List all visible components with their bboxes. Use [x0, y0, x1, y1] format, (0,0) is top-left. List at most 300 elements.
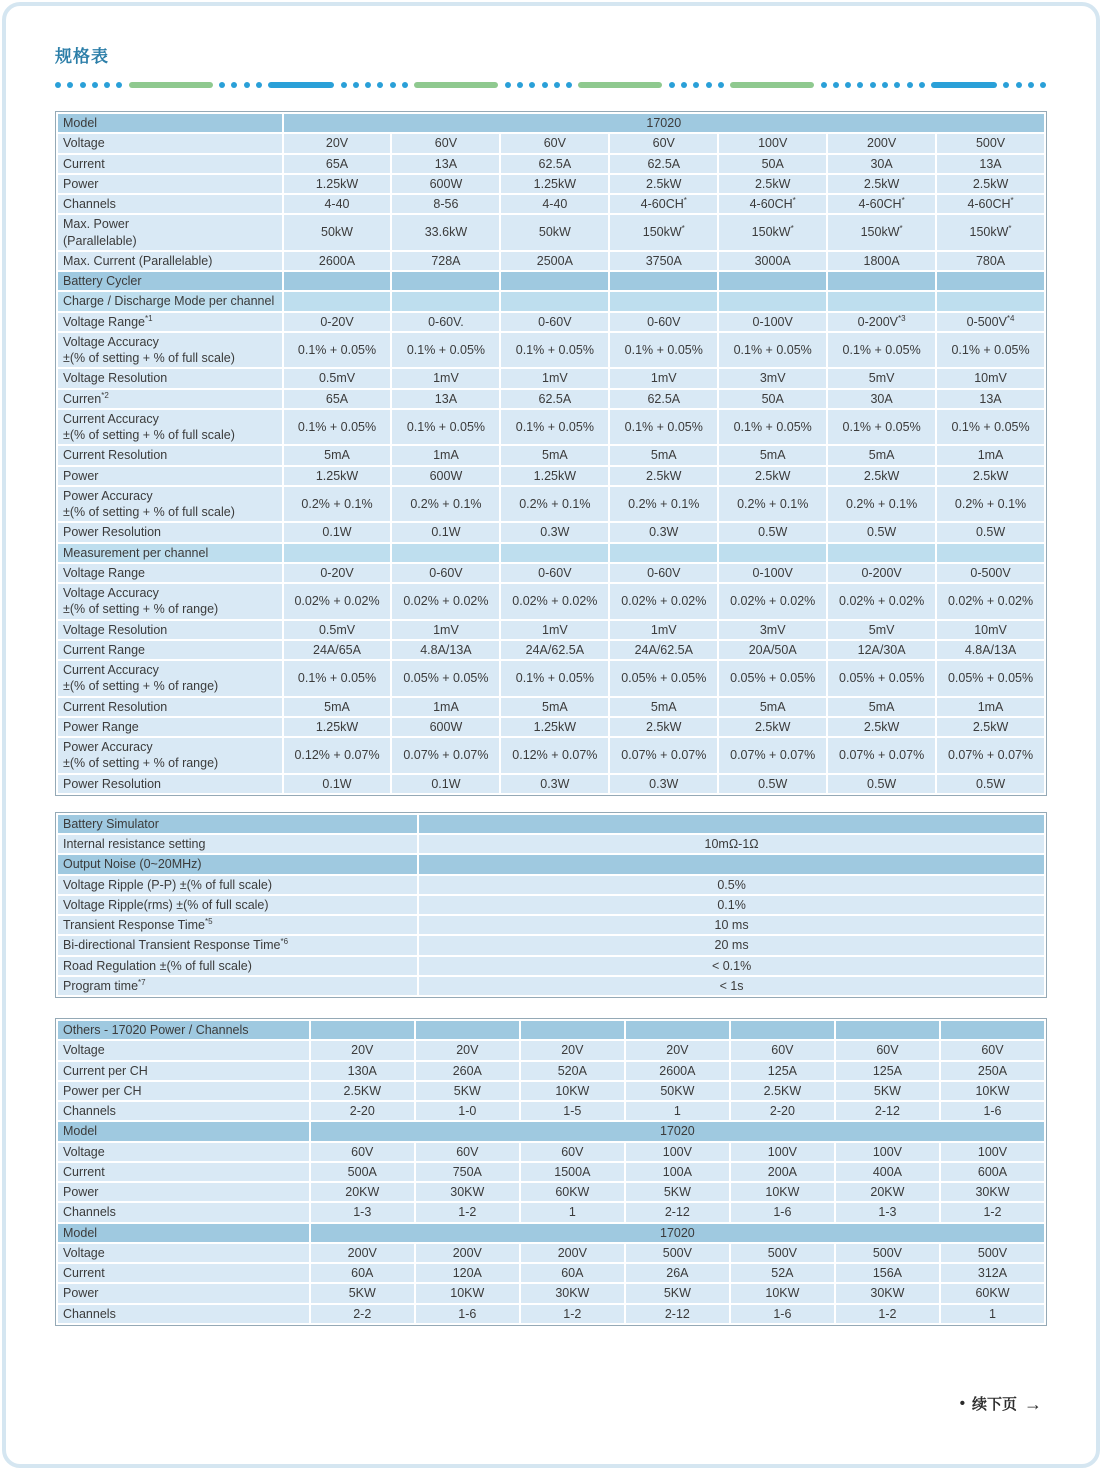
decor-dot: [244, 82, 250, 88]
decor-dot: [341, 82, 347, 88]
spec-cell: 0.3W: [501, 775, 608, 793]
spec-cell: 0.2% + 0.1%: [937, 487, 1044, 522]
spec-cell: 20V: [311, 1041, 414, 1059]
spec-cell: 5mA: [719, 698, 826, 716]
spec-cell: 10mV: [937, 621, 1044, 639]
spec-cell: 0.2% + 0.1%: [501, 487, 608, 522]
spec-cell: 1mA: [392, 698, 499, 716]
spec-cell: 0.2% + 0.1%: [284, 487, 391, 522]
spec-cell: 1mV: [610, 621, 717, 639]
spec-cell: 0.05% + 0.05%: [937, 661, 1044, 696]
spec-cell: 1mA: [937, 698, 1044, 716]
spec-cell: 500V: [836, 1244, 939, 1262]
spec-row: [58, 1122, 1044, 1140]
spec-cell: 1-6: [731, 1305, 834, 1323]
spec-cell: 0.5W: [719, 775, 826, 793]
spec-cell: 5mA: [828, 698, 935, 716]
spec-cell: 0-100V: [719, 313, 826, 331]
row-label: Channels: [58, 1305, 309, 1323]
spec-cell: 100A: [626, 1163, 729, 1181]
spec-cell: 20KW: [836, 1183, 939, 1201]
row-label: Max. Power (Parallelable): [58, 215, 282, 250]
spec-cell: 1: [521, 1203, 624, 1221]
spec-cell: 4-60CH*: [610, 195, 717, 213]
row-label: Channels: [58, 1102, 309, 1120]
spec-row: [58, 916, 1044, 934]
spec-cell: 5mA: [284, 446, 391, 464]
row-value: < 1s: [419, 977, 1044, 995]
arrow-right-icon: →: [1024, 1393, 1042, 1414]
spec-cell: 100V: [836, 1143, 939, 1161]
spec-cell: 0-60V: [610, 564, 717, 582]
spec-row: [58, 369, 1044, 387]
spec-row: [58, 1183, 1044, 1201]
row-label: Power Accuracy ±(% of setting + % of range): [58, 738, 282, 773]
spec-cell: 0.1W: [392, 775, 499, 793]
spec-cell: 0-60V: [610, 313, 717, 331]
decor-dot: [894, 82, 900, 88]
spec-cell: 0.5W: [828, 775, 935, 793]
decor-dot: [116, 82, 122, 88]
row-label: Voltage Accuracy ±(% of setting + % of range): [58, 584, 282, 619]
spec-cell: 200V: [416, 1244, 519, 1262]
section-header-fill: [521, 1021, 624, 1039]
spec-row: [58, 175, 1044, 193]
spec-cell: 0.1% + 0.05%: [937, 333, 1044, 368]
spec-cell: 0.05% + 0.05%: [392, 661, 499, 696]
spec-cell: 0.12% + 0.07%: [284, 738, 391, 773]
spec-cell: 1500A: [521, 1163, 624, 1181]
spec-cell: 0.1W: [392, 523, 499, 541]
spec-cell: 100V: [731, 1143, 834, 1161]
section-header-fill: [719, 544, 826, 562]
spec-cell: 0.02% + 0.02%: [719, 584, 826, 619]
spec-cell: 5KW: [626, 1284, 729, 1302]
decor-dot: [882, 82, 888, 88]
spec-cell: 1mA: [937, 446, 1044, 464]
spec-cell: 200V: [311, 1244, 414, 1262]
spec-cell: 2.5KW: [731, 1082, 834, 1100]
spec-cell: 60V: [392, 134, 499, 152]
spec-cell: 26A: [626, 1264, 729, 1282]
row-label: Voltage Resolution: [58, 369, 282, 387]
row-label: Charge / Discharge Mode per channel: [58, 292, 282, 310]
decor-dot: [1003, 82, 1009, 88]
row-label: Output Noise (0~20MHz): [58, 855, 417, 873]
decor-dot: [706, 82, 712, 88]
spec-cell: $0-500V^{*4}$: [937, 313, 1044, 331]
spec-row: [58, 1102, 1044, 1120]
spec-cell: 4-60CH*: [719, 195, 826, 213]
spec-cell: 150kW*: [719, 215, 826, 250]
spec-cell: 0.07% + 0.07%: [828, 738, 935, 773]
spec-cell: 5mA: [610, 698, 717, 716]
spec-cell: 50A: [719, 390, 826, 408]
spec-cell: 200V: [828, 134, 935, 152]
decor-dot: [542, 82, 548, 88]
spec-cell: 0.2% + 0.1%: [828, 487, 935, 522]
spec-cell: 5KW: [626, 1183, 729, 1201]
row-label: Voltage Range$^{*1}$: [58, 313, 282, 331]
row-label: Battery Cycler: [58, 272, 282, 290]
spec-row: [58, 155, 1044, 173]
spec-cell: 200V: [521, 1244, 624, 1262]
row-label: Program time$^{*7}$: [58, 977, 417, 995]
spec-cell: 2600A: [626, 1062, 729, 1080]
decor-dash: [578, 82, 662, 88]
row-label: Power: [58, 1183, 309, 1201]
spec-cell: 0.02% + 0.02%: [610, 584, 717, 619]
spec-cell: 3mV: [719, 369, 826, 387]
decor-dot: [231, 82, 237, 88]
spec-row: [58, 134, 1044, 152]
decor-dot: [390, 82, 396, 88]
row-label: Current: [58, 1264, 309, 1282]
spec-cell: 5KW: [311, 1284, 414, 1302]
spec-cell: 2.5kW: [610, 718, 717, 736]
spec-cell: 62.5A: [501, 390, 608, 408]
spec-cell: 5mA: [828, 446, 935, 464]
decor-dot: [907, 82, 913, 88]
decor-dot: [1040, 82, 1046, 88]
spec-cell: 30KW: [941, 1183, 1044, 1201]
row-label: Current Accuracy ±(% of setting + % of full scale): [58, 410, 282, 445]
spec-cell: 5mA: [284, 698, 391, 716]
spec-row: [58, 1163, 1044, 1181]
row-label: Voltage: [58, 1041, 309, 1059]
spec-cell: 0.1% + 0.05%: [719, 333, 826, 368]
spec-cell: 50kW: [501, 215, 608, 250]
spec-cell: 125A: [731, 1062, 834, 1080]
section-header-row: [58, 855, 1044, 873]
spec-cell: 60KW: [941, 1284, 1044, 1302]
spec-table-main: [55, 111, 1047, 796]
spec-row: [58, 523, 1044, 541]
spec-cell: 0-100V: [719, 564, 826, 582]
row-value: 17020: [311, 1224, 1044, 1242]
decor-dot: [529, 82, 535, 88]
spec-cell: 20V: [284, 134, 391, 152]
spec-cell: 0.1% + 0.05%: [610, 410, 717, 445]
spec-cell: 1: [626, 1102, 729, 1120]
section-header-fill: [828, 272, 935, 290]
spec-cell: 0.02% + 0.02%: [284, 584, 391, 619]
spec-row: [58, 1143, 1044, 1161]
spec-cell: 0.5mV: [284, 621, 391, 639]
spec-cell: 750A: [416, 1163, 519, 1181]
spec-row: [58, 1041, 1044, 1059]
spec-cell: 1mV: [501, 621, 608, 639]
row-value: 17020: [311, 1122, 1044, 1140]
row-value: 20 ms: [419, 936, 1044, 954]
row-label: Battery Simulator: [58, 815, 417, 833]
row-label: Current Resolution: [58, 698, 282, 716]
spec-cell: 10KW: [941, 1082, 1044, 1100]
spec-row: [58, 835, 1044, 853]
spec-cell: 0.5W: [937, 523, 1044, 541]
spec-cell: 1-6: [941, 1102, 1044, 1120]
spec-cell: 33.6kW: [392, 215, 499, 250]
section-header-row: [58, 292, 1044, 310]
spec-cell: 60V: [521, 1143, 624, 1161]
decor-dot: [870, 82, 876, 88]
row-value: 17020: [284, 114, 1044, 132]
decor-dot: [256, 82, 262, 88]
decor-dot: [377, 82, 383, 88]
row-label: Voltage Ripple (P-P) ±(% of full scale): [58, 876, 417, 894]
spec-cell: 312A: [941, 1264, 1044, 1282]
spec-cell: 60A: [521, 1264, 624, 1282]
spec-cell: 62.5A: [501, 155, 608, 173]
row-label: Voltage: [58, 1244, 309, 1262]
row-value: 0.1%: [419, 896, 1044, 914]
spec-row: [58, 641, 1044, 659]
section-header-fill: [828, 292, 935, 310]
spec-cell: 4.8A/13A: [937, 641, 1044, 659]
spec-cell: 0.02% + 0.02%: [828, 584, 935, 619]
spec-cell: 1mV: [392, 621, 499, 639]
spec-cell: 62.5A: [610, 390, 717, 408]
decor-dot: [821, 82, 827, 88]
spec-cell: 0.1% + 0.05%: [501, 661, 608, 696]
spec-cell: 0.05% + 0.05%: [828, 661, 935, 696]
spec-cell: 0-20V: [284, 564, 391, 582]
row-label: Current: [58, 1163, 309, 1181]
spec-row: [58, 467, 1044, 485]
spec-cell: 0.3W: [610, 523, 717, 541]
row-value: 10mΩ-1Ω: [419, 835, 1044, 853]
spec-row: [58, 936, 1044, 954]
spec-row: [58, 876, 1044, 894]
section-header-fill: [419, 815, 1044, 833]
spec-cell: 600W: [392, 467, 499, 485]
page-title: 规格表: [55, 47, 109, 66]
spec-cell: 130A: [311, 1062, 414, 1080]
spec-cell: 0.2% + 0.1%: [719, 487, 826, 522]
section-header-fill: [719, 272, 826, 290]
decor-separator: [55, 81, 1047, 89]
spec-cell: 5mA: [501, 446, 608, 464]
spec-cell: 0-200V: [828, 564, 935, 582]
spec-cell: 2.5kW: [937, 467, 1044, 485]
page-content: [55, 42, 1047, 1326]
section-header-fill: [836, 1021, 939, 1039]
spec-cell: 0.1% + 0.05%: [719, 410, 826, 445]
spec-cell: 13A: [937, 155, 1044, 173]
row-label: Power Resolution: [58, 775, 282, 793]
spec-cell: 1800A: [828, 252, 935, 270]
spec-cell: 120A: [416, 1264, 519, 1282]
row-label: Power: [58, 467, 282, 485]
section-header-row: [58, 272, 1044, 290]
decor-dot: [1016, 82, 1022, 88]
spec-cell: 2.5KW: [311, 1082, 414, 1100]
spec-cell: 60V: [501, 134, 608, 152]
spec-cell: 150kW*: [828, 215, 935, 250]
spec-cell: 5mA: [501, 698, 608, 716]
spec-cell: 60V: [836, 1041, 939, 1059]
decor-dot: [92, 82, 98, 88]
row-label: Model: [58, 1122, 309, 1140]
spec-cell: 3mV: [719, 621, 826, 639]
spec-cell: 10KW: [731, 1284, 834, 1302]
spec-row: [58, 215, 1044, 250]
decor-dash: [414, 82, 498, 88]
spec-cell: 60V: [311, 1143, 414, 1161]
spec-cell: 0.1% + 0.05%: [828, 410, 935, 445]
spec-cell: 0.5W: [937, 775, 1044, 793]
spec-cell: 3000A: [719, 252, 826, 270]
spec-cell: 156A: [836, 1264, 939, 1282]
spec-cell: 4-40: [284, 195, 391, 213]
section-header-fill: [626, 1021, 729, 1039]
spec-cell: 10KW: [731, 1183, 834, 1201]
row-label: Others - 17020 Power / Channels: [58, 1021, 309, 1039]
spec-row: [58, 698, 1044, 716]
spec-cell: 1-2: [521, 1305, 624, 1323]
row-label: Voltage: [58, 1143, 309, 1161]
row-label: Road Regulation ±(% of full scale): [58, 957, 417, 975]
spec-cell: 2.5kW: [828, 467, 935, 485]
spec-cell: 500A: [311, 1163, 414, 1181]
section-header-fill: [416, 1021, 519, 1039]
spec-row: [58, 446, 1044, 464]
spec-cell: 0.05% + 0.05%: [719, 661, 826, 696]
spec-cell: 2-12: [836, 1102, 939, 1120]
spec-cell: 0.1% + 0.05%: [501, 333, 608, 368]
decor-dot: [919, 82, 925, 88]
spec-row: [58, 1203, 1044, 1221]
spec-cell: 4-60CH*: [937, 195, 1044, 213]
row-label: Power Range: [58, 718, 282, 736]
spec-cell: 2.5kW: [610, 467, 717, 485]
table-gap: [55, 796, 1047, 812]
spec-cell: 13A: [392, 390, 499, 408]
spec-cell: 0.1% + 0.05%: [828, 333, 935, 368]
spec-cell: 10mV: [937, 369, 1044, 387]
spec-cell: 2600A: [284, 252, 391, 270]
spec-cell: 600W: [392, 718, 499, 736]
decor-dash: [268, 82, 334, 88]
spec-cell: 0-500V: [937, 564, 1044, 582]
spec-cell: 520A: [521, 1062, 624, 1080]
spec-cell: 4-60CH*: [828, 195, 935, 213]
spec-cell: 2-20: [731, 1102, 834, 1120]
section-header-fill: [419, 855, 1044, 873]
spec-table-battery-simulator: [55, 812, 1047, 998]
spec-cell: 2.5kW: [937, 175, 1044, 193]
spec-cell: 0.07% + 0.07%: [392, 738, 499, 773]
decor-dot: [55, 82, 61, 88]
spec-cell: 400A: [836, 1163, 939, 1181]
section-header-fill: [610, 544, 717, 562]
section-header-fill: [392, 272, 499, 290]
spec-cell: 0-60V: [501, 313, 608, 331]
decor-dot: [681, 82, 687, 88]
decor-dot: [365, 82, 371, 88]
spec-row: [58, 564, 1044, 582]
spec-cell: 1mV: [501, 369, 608, 387]
spec-row: [58, 487, 1044, 522]
spec-cell: 2.5kW: [828, 718, 935, 736]
spec-cell: 500V: [941, 1244, 1044, 1262]
spec-cell: 1-2: [836, 1305, 939, 1323]
spec-cell: 1.25kW: [284, 718, 391, 736]
spec-row: [58, 1284, 1044, 1302]
spec-cell: 2.5kW: [610, 175, 717, 193]
section-header-fill: [501, 544, 608, 562]
spec-row: [58, 661, 1044, 696]
spec-cell: 0.1% + 0.05%: [284, 410, 391, 445]
spec-cell: 728A: [392, 252, 499, 270]
decor-dot: [845, 82, 851, 88]
row-label: Power Accuracy ±(% of setting + % of full scale): [58, 487, 282, 522]
spec-cell: 0.1% + 0.05%: [284, 333, 391, 368]
spec-cell: 0.2% + 0.1%: [392, 487, 499, 522]
spec-cell: 1mA: [392, 446, 499, 464]
spec-cell: 50KW: [626, 1082, 729, 1100]
spec-cell: 1.25kW: [284, 175, 391, 193]
spec-cell: 24A/62.5A: [610, 641, 717, 659]
spec-cell: 780A: [937, 252, 1044, 270]
row-label: Curren$^{*2}$: [58, 390, 282, 408]
section-header-fill: [610, 292, 717, 310]
spec-row: [58, 1305, 1044, 1323]
spec-cell: 52A: [731, 1264, 834, 1282]
section-header-fill: [731, 1021, 834, 1039]
section-header-fill: [501, 292, 608, 310]
spec-row: [58, 977, 1044, 995]
decor-dot: [505, 82, 511, 88]
decor-dot: [80, 82, 86, 88]
spec-cell: 60V: [416, 1143, 519, 1161]
spec-cell: 0.02% + 0.02%: [392, 584, 499, 619]
spec-table-others: [55, 1018, 1047, 1326]
spec-cell: 0.1% + 0.05%: [392, 333, 499, 368]
spec-cell: 0.3W: [610, 775, 717, 793]
spec-cell: 1.25kW: [501, 467, 608, 485]
row-label: Voltage Range: [58, 564, 282, 582]
row-label: Current Range: [58, 641, 282, 659]
spec-cell: 20A/50A: [719, 641, 826, 659]
decor-dash: [931, 82, 997, 88]
section-header-fill: [392, 292, 499, 310]
spec-cell: 10KW: [521, 1082, 624, 1100]
spec-cell: 50A: [719, 155, 826, 173]
spec-cell: 250A: [941, 1062, 1044, 1080]
spec-cell: 0-60V: [501, 564, 608, 582]
decor-dot: [693, 82, 699, 88]
spec-cell: 0.1% + 0.05%: [937, 410, 1044, 445]
spec-cell: 2-20: [311, 1102, 414, 1120]
spec-cell: 60V: [610, 134, 717, 152]
spec-cell: 0.12% + 0.07%: [501, 738, 608, 773]
spec-cell: 2.5kW: [719, 718, 826, 736]
spec-cell: 24A/65A: [284, 641, 391, 659]
spec-cell: 30KW: [416, 1183, 519, 1201]
spec-cell: 65A: [284, 155, 391, 173]
spec-cell: 5KW: [836, 1082, 939, 1100]
spec-cell: 100V: [626, 1143, 729, 1161]
spec-cell: 125A: [836, 1062, 939, 1080]
section-header-fill: [284, 544, 391, 562]
spec-cell: 600A: [941, 1163, 1044, 1181]
spec-cell: 0.1% + 0.05%: [610, 333, 717, 368]
spec-cell: 0-60V.: [392, 313, 499, 331]
spec-cell: 1mV: [392, 369, 499, 387]
spec-cell: 60V: [941, 1041, 1044, 1059]
spec-cell: 1-0: [416, 1102, 519, 1120]
